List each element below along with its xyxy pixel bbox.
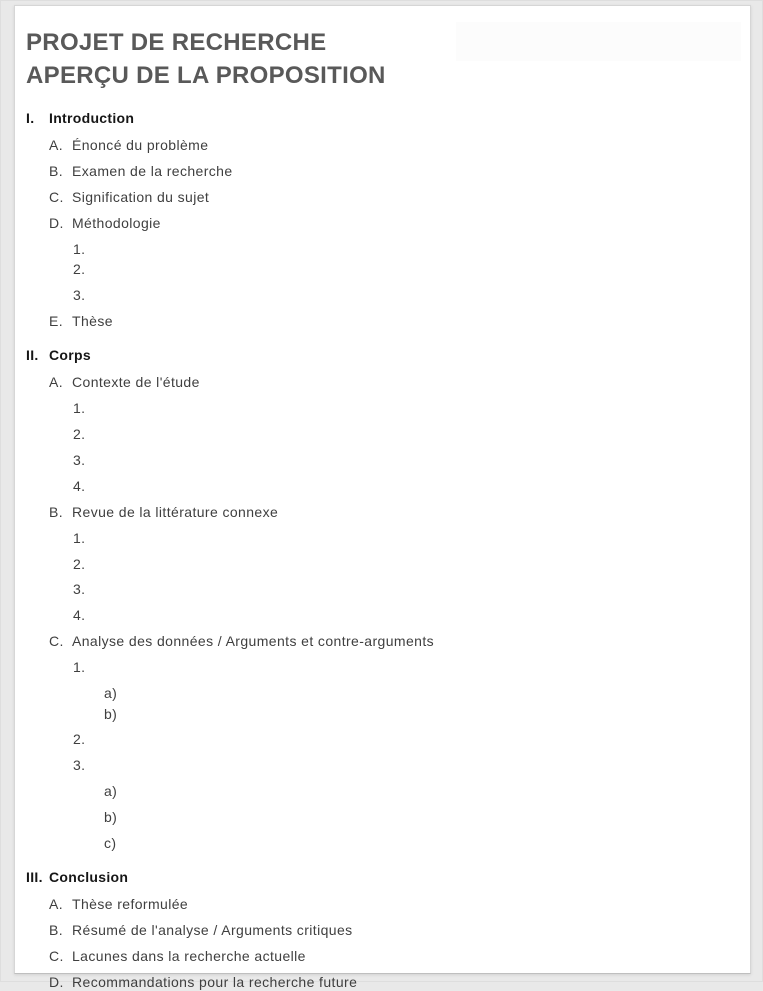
outline-item-marker: a) bbox=[104, 685, 118, 702]
outline-item-marker: A. bbox=[49, 137, 64, 153]
outline-item-marker: C. bbox=[49, 188, 64, 205]
outline-item-label bbox=[123, 783, 750, 800]
outline-item-marker: B. bbox=[49, 162, 64, 179]
outline-item-marker: 1. bbox=[73, 659, 86, 676]
outline-item-label: Introduction bbox=[49, 109, 135, 126]
outline-item bbox=[15, 607, 750, 624]
outline-item bbox=[15, 374, 750, 391]
outline-item-marker: 3. bbox=[73, 286, 86, 303]
outline-item-label bbox=[92, 757, 750, 774]
outline-item bbox=[15, 706, 750, 723]
outline-item-marker: B. bbox=[49, 922, 64, 939]
outline-item-label: Revue de la littérature connexe bbox=[72, 503, 279, 520]
outline-item bbox=[15, 809, 750, 826]
document-title-line-1: PROJET DE RECHERCHE bbox=[26, 29, 327, 56]
outline-item bbox=[15, 922, 750, 939]
outline-item-marker: 3. bbox=[73, 452, 86, 469]
outline-item-label bbox=[123, 835, 750, 852]
outline-item-label bbox=[123, 809, 750, 826]
outline-item bbox=[15, 426, 750, 443]
outline-item-label: Résumé de l'analyse / Arguments critiques bbox=[72, 922, 353, 939]
outline-item-label bbox=[92, 261, 750, 278]
outline-section-heading bbox=[15, 110, 750, 127]
outline-item bbox=[15, 189, 750, 206]
outline-item-marker: I. bbox=[26, 109, 35, 126]
outline-item-label: Conclusion bbox=[49, 868, 129, 885]
outline-item-label bbox=[123, 706, 750, 723]
outline-item-label: Méthodologie bbox=[72, 214, 161, 231]
outline-item-label: Thèse bbox=[72, 312, 113, 329]
outline-item-label bbox=[92, 530, 750, 547]
outline-item-marker: II. bbox=[26, 346, 39, 363]
logo-placeholder bbox=[456, 22, 741, 61]
outline-item bbox=[15, 896, 750, 913]
outline-item bbox=[15, 835, 750, 852]
outline-item bbox=[15, 478, 750, 495]
outline-item bbox=[15, 313, 750, 330]
outline-item-label bbox=[92, 581, 750, 598]
outline-item-marker: D. bbox=[49, 974, 64, 991]
outline-item bbox=[15, 400, 750, 417]
outline-item bbox=[15, 685, 750, 702]
outline-item-label: Thèse reformulée bbox=[72, 896, 189, 913]
outline-item-label bbox=[92, 556, 750, 573]
outline-item-label bbox=[92, 659, 750, 676]
outline-item bbox=[15, 287, 750, 304]
outline-item-label: Corps bbox=[49, 346, 91, 363]
document-title-line-2: APERÇU DE LA PROPOSITION bbox=[26, 62, 386, 89]
outline-item-marker: a) bbox=[104, 783, 118, 800]
outline-item bbox=[15, 633, 750, 650]
outline-item bbox=[15, 757, 750, 774]
outline-item bbox=[15, 241, 750, 258]
outline-item-marker: 3. bbox=[73, 581, 86, 598]
outline-item-label: Analyse des données / Arguments et contre-arguments bbox=[72, 633, 435, 650]
outline-item bbox=[15, 452, 750, 469]
outline-item-marker: A. bbox=[49, 896, 64, 913]
outline-item-label bbox=[92, 400, 750, 417]
outline-item-label bbox=[92, 478, 750, 495]
outline-item bbox=[15, 731, 750, 748]
outline-item-marker: 4. bbox=[73, 607, 86, 624]
outline-item-marker: III. bbox=[26, 868, 43, 885]
outline-item-marker: 2. bbox=[73, 731, 86, 748]
outline-item-label bbox=[123, 685, 750, 702]
outline-item-marker: b) bbox=[104, 705, 118, 722]
outline-item-label bbox=[92, 241, 750, 258]
outline-item-label: Contexte de l'étude bbox=[72, 374, 200, 391]
outline-item-marker: 2. bbox=[73, 555, 86, 572]
outline-item-label bbox=[92, 426, 750, 443]
outline-item-marker: 1. bbox=[73, 529, 86, 546]
outline-item-label: Lacunes dans la recherche actuelle bbox=[72, 948, 306, 965]
outline-list bbox=[15, 110, 750, 991]
document-page bbox=[14, 5, 751, 991]
outline-item-label: Énoncé du problème bbox=[72, 137, 209, 153]
outline-item bbox=[15, 530, 750, 547]
outline-section-heading bbox=[15, 347, 750, 364]
outline-item bbox=[15, 581, 750, 598]
outline-item-marker: 4. bbox=[73, 477, 86, 494]
outline-item-marker: c) bbox=[104, 834, 117, 851]
outline-item bbox=[15, 137, 750, 154]
outline-item bbox=[15, 974, 750, 991]
outline-item-marker: b) bbox=[104, 809, 118, 826]
outline-item bbox=[15, 261, 750, 278]
outline-item-marker: C. bbox=[49, 948, 64, 965]
outline-item-marker: 3. bbox=[73, 757, 86, 774]
outline-item-label bbox=[92, 607, 750, 624]
outline-item bbox=[15, 215, 750, 232]
outline-item-label: Recommandations pour la recherche future bbox=[72, 974, 358, 991]
outline-item bbox=[15, 504, 750, 521]
outline-item-label: Examen de la recherche bbox=[72, 162, 233, 179]
outline-item-label bbox=[92, 287, 750, 304]
outline-item bbox=[15, 783, 750, 800]
outline-item-marker: 2. bbox=[73, 261, 86, 278]
outline-item-marker: D. bbox=[49, 214, 64, 231]
outline-section-heading bbox=[15, 869, 750, 886]
outline-item-marker: A. bbox=[49, 374, 64, 391]
outline-item-marker: B. bbox=[49, 503, 64, 520]
outline-item bbox=[15, 659, 750, 676]
outline-item bbox=[15, 163, 750, 180]
outline-item bbox=[15, 948, 750, 965]
outline-item-marker: E. bbox=[49, 312, 64, 329]
outline-item-label bbox=[92, 452, 750, 469]
outline-item-marker: 2. bbox=[73, 426, 86, 443]
outline-item-marker: 1. bbox=[73, 240, 86, 257]
outline-item bbox=[15, 556, 750, 573]
outline-item-marker: 1. bbox=[73, 400, 86, 417]
outline-item-marker: C. bbox=[49, 633, 64, 650]
outline-item-label: Signification du sujet bbox=[72, 188, 210, 205]
outline-item-label bbox=[92, 731, 750, 748]
